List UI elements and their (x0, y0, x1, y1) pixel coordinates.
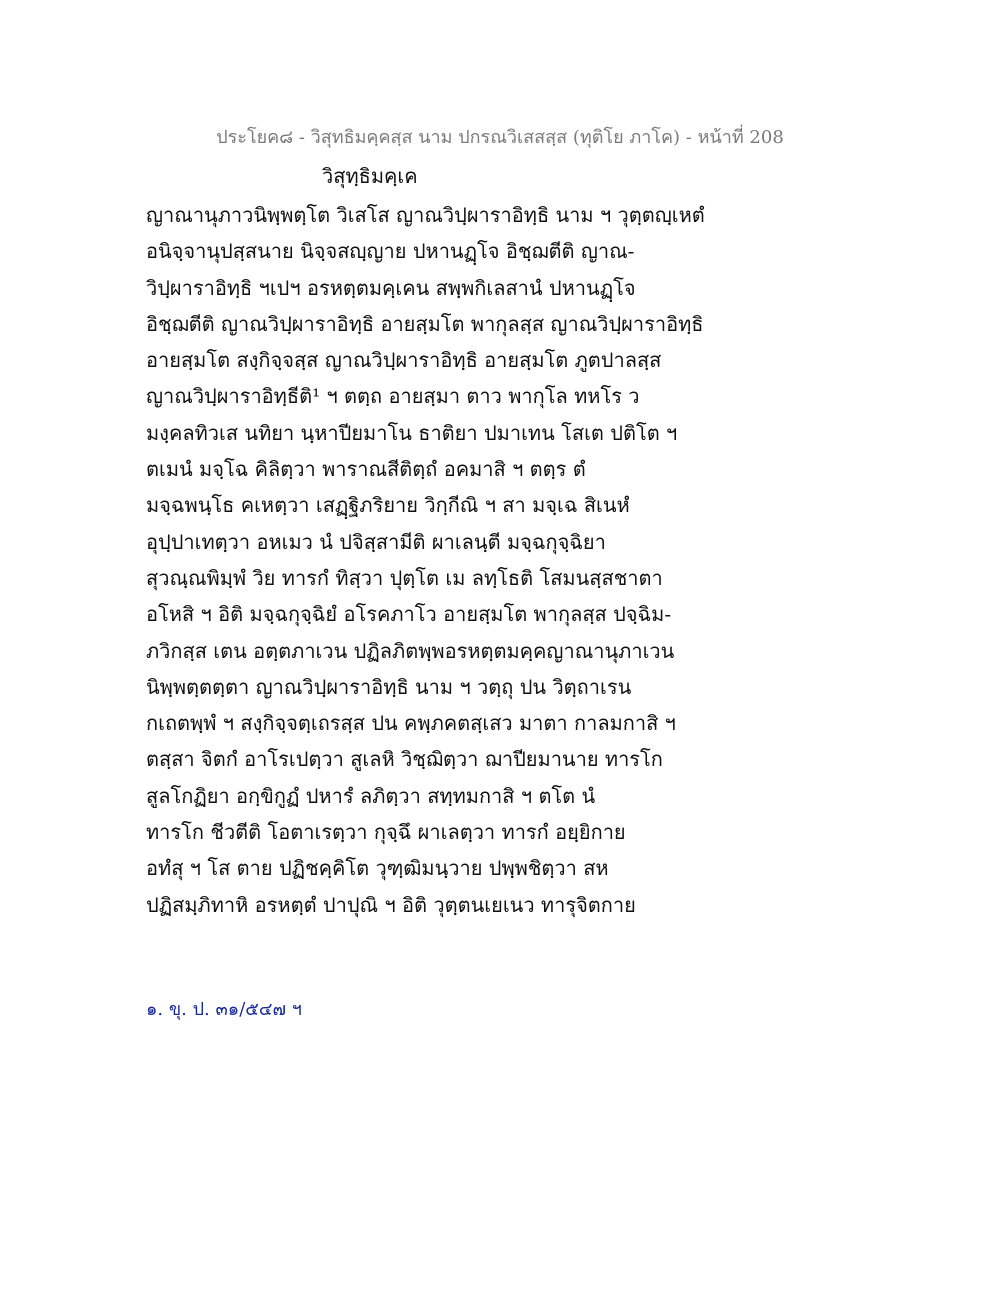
footnote: ๑. ขุ. ป. ๓๑/๕๔๗ ฯ (146, 999, 302, 1020)
text-line: มงฺคลทิวเส นทิยา นฺหาปียมาโน ธาติยา ปมาเทน โสเต ปติโต ฯ (146, 420, 678, 445)
text-line: สุวณฺณพิมฺพํ วิย ทารกํ ทิสฺวา ปุตฺโต เม ลทฺโธติ โสมนสฺสชาตา (146, 565, 663, 590)
text-line: อายสฺมโต สงฺกิจฺจสฺส ญาณวิปฺผาราอิทฺธิ อายสฺมโต ภูตปาลสฺส (146, 348, 662, 373)
text-line: สูลโกฏิยา อกฺขิกูฏํ ปหารํ ลภิตฺวา สทฺทมกาสิ ฯ ตโต นํ (146, 783, 596, 808)
text-line: อุปฺปาเทตฺวา อหเมว นํ ปจิสฺสามีติ ผาเลนฺตี มจฺฉกุจฺฉิยา (146, 529, 606, 554)
body-text (146, 197, 866, 923)
text-line: นิพฺพตฺตตฺตา ญาณวิปฺผาราอิทฺธิ นาม ฯ วตฺถุ ปน วิตฺถาเรน (146, 674, 632, 699)
text-line: อโหสิ ฯ อิติ มจฺฉกุจฺฉิยํ อโรคภาโว อายสฺมโต พากุลสฺส ปจฺฉิม- (146, 602, 672, 627)
text-line: อิชฺฌตีติ ญาณวิปฺผาราอิทฺธิ อายสฺมโต พากุลสฺส ญาณวิปฺผาราอิทฺธิ (146, 311, 704, 336)
page-title: วิสุทฺธิมคฺเค (322, 164, 418, 188)
text-line: ทารโก ชีวตีติ โอตาเรตฺวา กุจฺฉึ ผาเลตฺวา ทารกํ อยฺยิกาย (146, 820, 626, 845)
text-line: กเถตพฺพํ ฯ สงฺกิจฺจตฺเถรสฺส ปน คพฺภคตสฺเสว มาตา กาลมกาสิ ฯ (146, 711, 676, 736)
text-line: ภวิกสฺส เตน อตฺตภาเวน ปฏิลภิตพฺพอรหตฺตมคฺคญาณานุภาเวน (146, 638, 675, 663)
text-line: อทํสุ ฯ โส ตาย ปฏิชคฺคิโต วุฑฺฒิมนฺวาย ปพฺพชิตฺวา สห (146, 856, 609, 881)
text-line: มจฺฉพนฺโธ คเหตฺวา เสฏฺฐิภริยาย วิกฺกีณิ ฯ สา มจฺเฉ สิเนหํ (146, 493, 630, 518)
text-line: ตเมนํ มจฺโฉ คิลิตฺวา พาราณสีติตฺถํ อคมาสิ ฯ ตตฺร ตํ (146, 457, 586, 482)
text-line: ปฏิสมฺภิทาหิ อรหตฺตํ ปาปุณิ ฯ อิติ วุตฺตนเยเนว ทารุจิตกาย (146, 892, 636, 917)
text-line: วิปฺผาราอิทฺธิ ฯเปฯ อรหตฺตมคฺเคน สพฺพกิเลสานํ ปหานฏฺโจ (146, 275, 636, 300)
text-line: ญาณวิปฺผาราอิทฺธีติ¹ ฯ ตตฺถ อายสฺมา ตาว พากุโล ทหโร ว (146, 384, 640, 409)
text-line: ญาณานุภาวนิพฺพตฺโต วิเสโส ญาณวิปฺผาราอิทฺธิ นาม ฯ วุตฺตญฺเหตํ (146, 203, 705, 227)
text-line: อนิจฺจานุปสฺสนาย นิจฺจสญฺญาย ปหานฏฺโจ อิชฺฌตีติ ญาณ- (146, 239, 635, 264)
page-header: ประโยค๘ - วิสุทธิมคฺคสฺส นาม ปกรณวิเสสสฺส (ทุติโย ภาโค) - หน้าที่ 208 (216, 127, 784, 148)
text-line: ตสฺสา จิตกํ อาโรเปตฺวา สูเลหิ วิชฺฌิตฺวา ฌาปียมานาย ทารโก (146, 747, 663, 772)
